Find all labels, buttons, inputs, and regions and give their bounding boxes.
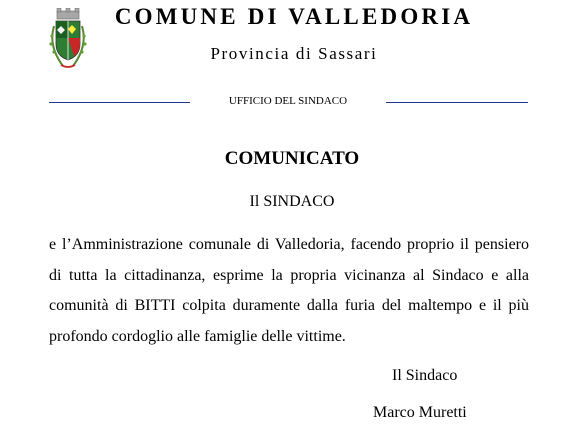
municipal-coat-of-arms-icon: [47, 8, 89, 70]
municipality-title: COMUNE DI VALLEDORIA: [114, 4, 474, 29]
communique-title: COMUNICATO: [224, 148, 360, 169]
communique-body: e l’Amministrazione comunale di Valledoria, facendo proprio il pensiero di tutta la cittadinanza, esprime la propria vicinanza al Sindaco e alla comunità di BITTI colpita duramente dalla furia del maltempo e il più profondo cordoglio alle famiglie delle vittime.: [49, 236, 529, 346]
communique-subtitle: Il SINDACO: [249, 193, 335, 210]
signature-name: Marco Muretti: [373, 404, 467, 421]
office-label: UFFICIO DEL SINDACO: [228, 95, 348, 107]
signature-role: Il Sindaco: [392, 367, 458, 384]
header-divider-right: [386, 102, 528, 103]
header-divider-left: [49, 102, 190, 103]
province-subtitle: Provincia di Sassari: [210, 44, 378, 63]
